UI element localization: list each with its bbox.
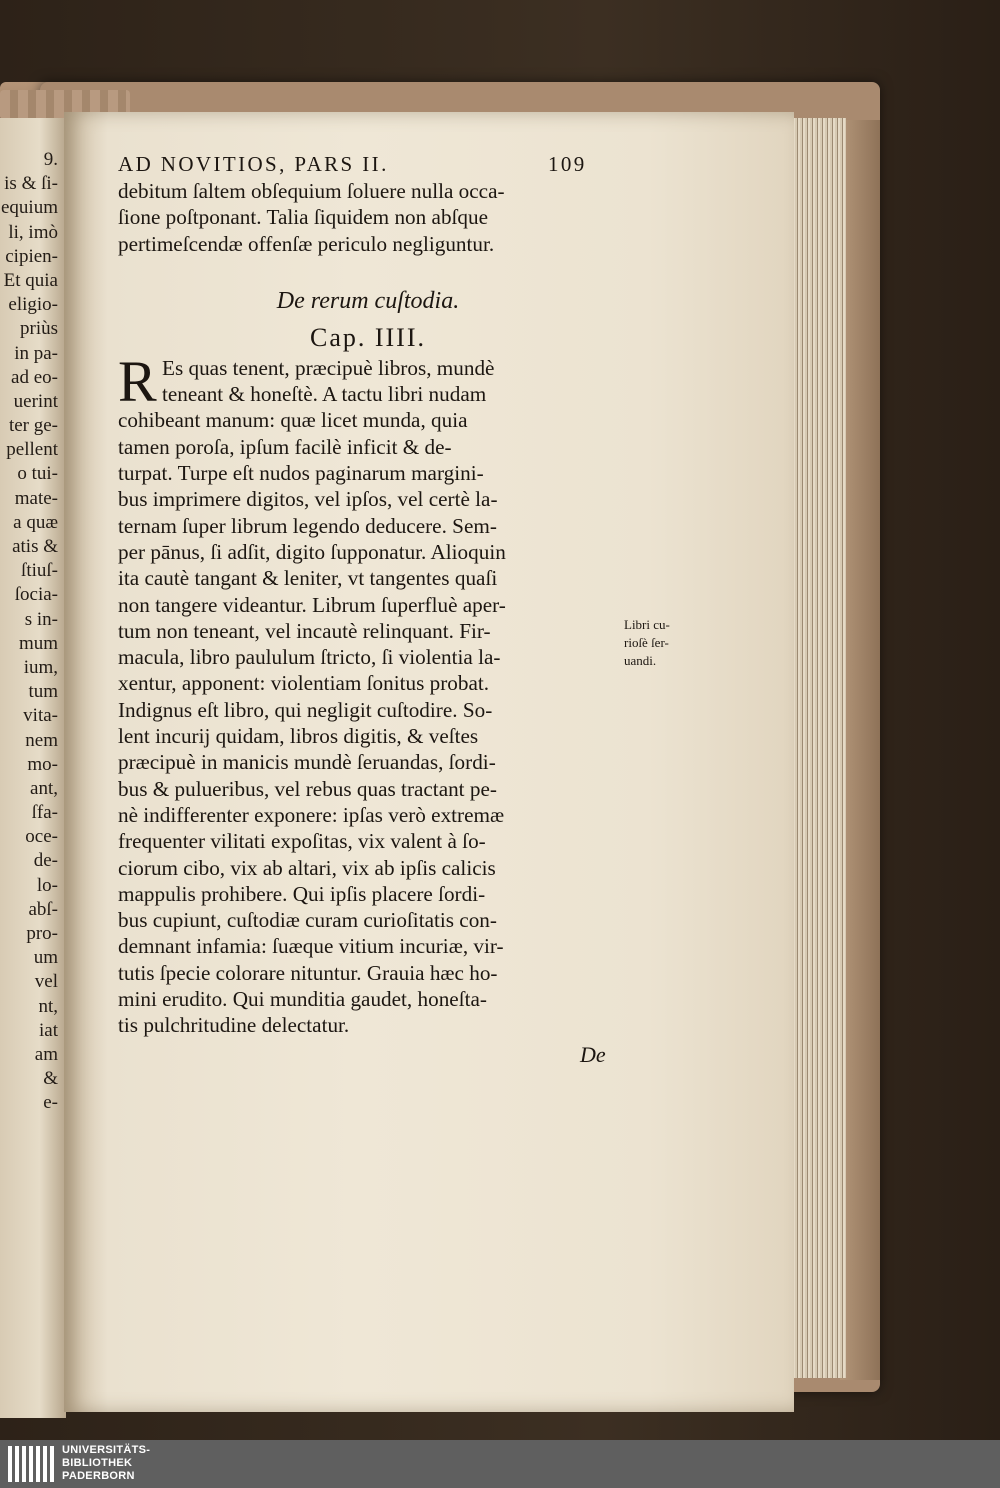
text-line: tutis ſpecie colorare nituntur. Grauia hæc ho-	[118, 960, 498, 985]
text-line: nè indifferenter exponere: ipſas verò extremæ	[118, 802, 505, 827]
left-page-line: oce-	[25, 826, 58, 848]
text-line: debitum ſaltem obſequium ſoluere nulla occa-	[118, 179, 505, 203]
library-logo-icon	[8, 1446, 54, 1482]
text-line: ſione poſtponant. Talia ſiquidem non abſque	[118, 205, 489, 230]
left-page-line: priùs	[20, 318, 58, 340]
text-line: tis pulchritudine delectatur.	[118, 1013, 350, 1038]
left-page-line: ter ge-	[8, 415, 58, 437]
left-page-line: nt,	[38, 995, 58, 1017]
text-line: tamen poroſa, ipſum facilè inficit & de-	[118, 434, 452, 459]
left-page-line: cipien-	[5, 245, 58, 267]
text-line: teneant & honeſtè. A tactu libri nudam	[162, 382, 487, 407]
running-header	[118, 150, 618, 178]
logo-text-line: UNIVERSITÄTS-	[62, 1444, 151, 1456]
page-edges	[790, 118, 846, 1378]
left-page-line: um	[33, 947, 58, 969]
text-line: bus & pulueribus, vel rebus quas tractant pe-	[118, 776, 497, 801]
text-line: demnant infamia: ſuæque vitium incuriæ, vir-	[118, 934, 504, 959]
left-page-line: ſfa-	[31, 802, 58, 824]
dropcap-paragraph	[118, 348, 618, 414]
left-page-line: uerint	[13, 390, 58, 412]
left-page-line: de-	[33, 850, 58, 872]
left-page-line: &	[43, 1068, 58, 1090]
text-line: per pānus, ſi adſit, digito ſupponatur. Alioquin	[118, 539, 506, 564]
logo-text-line: BIBLIOTHEK	[62, 1457, 133, 1469]
body-paragraph	[118, 407, 618, 1038]
text-line: mini erudito. Qui munditia gaudet, honeſta-	[118, 987, 487, 1012]
opening-paragraph	[118, 178, 618, 257]
left-page-line: vel	[34, 971, 58, 993]
left-page-text	[0, 148, 62, 1116]
left-page-line: nem	[25, 729, 58, 751]
chapter-heading: Cap. IIII.	[309, 322, 426, 352]
left-page-line: li, imò	[8, 221, 58, 243]
left-page-line: in pa-	[14, 342, 58, 364]
library-logo-text	[62, 1444, 150, 1483]
left-page-line: eligio-	[8, 294, 58, 316]
page-edges-shadow	[840, 120, 880, 1380]
left-page-line: pellent	[6, 439, 58, 461]
text-line: mappulis prohibere. Qui ipſis placere ſordi-	[118, 881, 486, 906]
text-line: Indignus eſt libro, qui negligit cuſtodire. So-	[118, 697, 493, 722]
library-footer	[0, 1440, 1000, 1488]
left-page-line: Et quia	[3, 269, 58, 291]
left-page-line: lo-	[36, 874, 58, 896]
drop-capital: R	[118, 348, 157, 414]
text-line: bus imprimere digitos, vel ipſos, vel certè la-	[118, 487, 498, 512]
left-page-line: vita-	[23, 705, 58, 727]
left-page-line: ſtiuſ-	[21, 560, 58, 582]
left-page-line: mo-	[27, 753, 58, 775]
left-page-line: iat	[39, 1019, 58, 1041]
left-page-line: ant,	[30, 777, 58, 799]
marginal-note-line: uandi.	[624, 653, 657, 668]
marginal-note-line: Libri cu-	[624, 617, 670, 632]
text-block	[118, 150, 618, 1039]
left-page-line: 9.	[43, 149, 58, 170]
left-page-line: ium,	[23, 656, 58, 678]
catchword: De	[580, 1042, 606, 1067]
left-page-line: mum	[18, 632, 58, 654]
text-line: præcipuè in manicis mundè ſeruandas, ſordi-	[118, 750, 496, 775]
left-page-line: abſ-	[28, 898, 58, 920]
left-page-line: a quæ	[13, 511, 58, 533]
text-line: ternam ſuper librum legendo deducere. Sem-	[118, 513, 497, 538]
section-title: De rerum cuſtodia.	[276, 287, 460, 314]
left-page-line: atis &	[12, 536, 58, 557]
text-line: ita cautè tangant & leniter, vt tangentes quaſi	[118, 566, 498, 591]
text-line: cohibeant manum: quæ licet munda, quia	[118, 408, 468, 433]
text-line: lent incurij quidam, libros digitis, & veſtes	[118, 724, 479, 749]
text-line: macula, libro paululum ſtricto, ſi violentia la-	[118, 645, 501, 670]
left-page-line: s in-	[24, 608, 58, 630]
left-page-line: ad eo-	[11, 366, 58, 388]
left-page-line: pro-	[26, 923, 58, 944]
dropcap-lines	[118, 348, 618, 414]
text-line: pertimeſcendæ offenſæ periculo negliguntur.	[118, 231, 495, 256]
left-page-line: equium	[1, 197, 58, 219]
left-page-line: ſocia-	[14, 584, 58, 606]
text-line: tum non teneant, vel incautè relinquant. Fir-	[118, 618, 491, 643]
text-line: Es quas tenent, præcipuè libros, mundè	[162, 355, 495, 380]
page-number: 109	[548, 152, 587, 176]
text-line: frequenter vilitati expoſitas, vix valent à ſo-	[118, 829, 486, 854]
text-line: non tangere videantur. Librum ſuperfluè aper-	[118, 592, 506, 617]
logo-text-line: PADERBORN	[62, 1470, 135, 1482]
text-line: xentur, apponent: violentiam ſonitus probat.	[118, 671, 490, 696]
marginal-note-line: rioſè ſer-	[624, 635, 669, 650]
text-line: bus cupiunt, cuſtodiæ curam curioſitatis con-	[118, 908, 497, 933]
text-line: turpat. Turpe eſt nudos paginarum margini-	[118, 461, 484, 486]
left-page-line: e-	[43, 1092, 58, 1114]
marginal-note	[624, 616, 684, 670]
left-page-line: is & ſi-	[4, 173, 58, 195]
left-page-line: o tui-	[17, 463, 58, 485]
left-page-line: mate-	[14, 487, 58, 509]
text-line: ciorum cibo, vix ab altari, vix ab ipſis calicis	[118, 855, 496, 880]
left-page-line: am	[34, 1043, 58, 1065]
running-title: AD NOVITIOS, PARS II.	[118, 152, 389, 176]
left-page	[0, 118, 66, 1418]
left-page-line: tum	[28, 681, 58, 703]
